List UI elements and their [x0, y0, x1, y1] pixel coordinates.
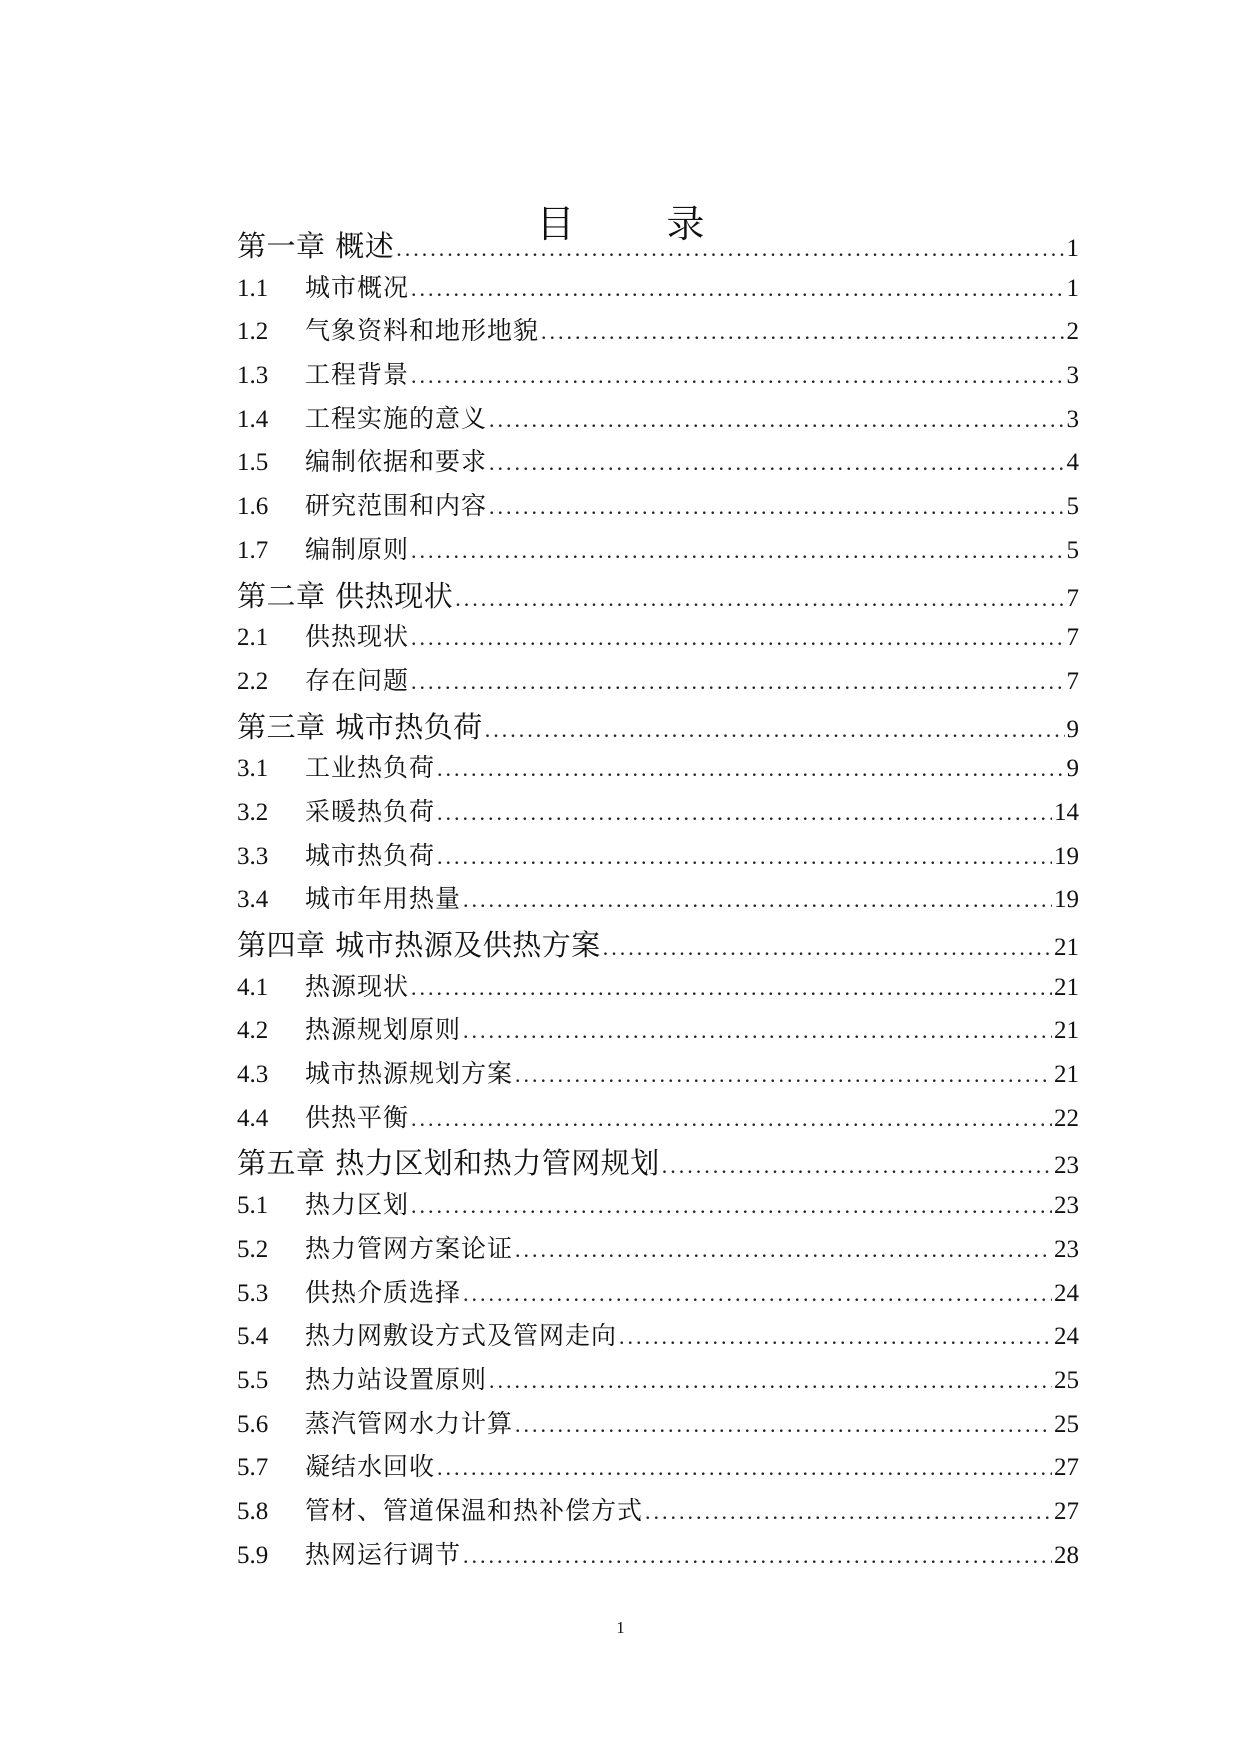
toc-entry-number: 1.7: [237, 536, 269, 564]
toc-entry-number: 2.1: [237, 624, 269, 652]
toc-section-entry[interactable]: [237, 617, 1079, 661]
dot-leader: [463, 887, 1052, 913]
toc-entry-label: 第五章 热力区划和热力管网规划: [237, 1146, 660, 1181]
dot-leader: [463, 1543, 1052, 1569]
dot-leader: [411, 975, 1052, 1001]
toc-entry-number: 5.5: [237, 1366, 269, 1394]
toc-entry-label: 凝结水回收: [305, 1452, 436, 1482]
toc-entry-label: 研究范围和内容: [305, 491, 488, 521]
dot-leader: [411, 1193, 1052, 1219]
toc-entry-number: 1.2: [237, 318, 269, 346]
toc-entry-label: 供热平衡: [305, 1102, 410, 1132]
toc-entry-number: 5.4: [237, 1323, 269, 1351]
dot-leader: [411, 363, 1064, 389]
toc-entry-label: 蒸汽管网水力计算: [305, 1408, 514, 1438]
dot-leader: [437, 756, 1064, 782]
toc-entry-label: 热力站设置原则: [305, 1364, 488, 1394]
table-of-contents: [237, 224, 1079, 1578]
toc-entry-page: 22: [1054, 1104, 1079, 1132]
toc-entry-page: 1: [1066, 235, 1079, 262]
dot-leader: [489, 450, 1064, 476]
dot-leader: [515, 1412, 1052, 1438]
toc-entry-page: 27: [1054, 1497, 1079, 1525]
toc-entry-number: 4.1: [237, 973, 269, 1001]
dot-leader: [463, 1018, 1052, 1044]
toc-section-entry[interactable]: [237, 355, 1079, 399]
dot-leader: [437, 800, 1052, 826]
dot-leader: [619, 1324, 1052, 1350]
toc-section-entry[interactable]: [237, 748, 1079, 792]
toc-entry-page: 2: [1066, 318, 1079, 346]
toc-entry-label: 热力管网方案论证: [305, 1233, 514, 1263]
dot-leader: [411, 276, 1064, 302]
toc-title-char-2: 录: [666, 202, 705, 247]
dot-leader: [411, 538, 1064, 564]
toc-entry-label: 热力区划: [305, 1190, 410, 1220]
toc-entry-number: 5.7: [237, 1454, 269, 1482]
toc-entry-label: 热力网敷设方式及管网走向: [305, 1321, 618, 1351]
toc-entry-label: 工程实施的意义: [305, 403, 488, 433]
toc-entry-page: 24: [1054, 1279, 1079, 1307]
toc-section-entry[interactable]: [237, 836, 1079, 880]
toc-section-entry[interactable]: [237, 1273, 1079, 1317]
toc-entry-label: 城市概况: [305, 272, 410, 302]
toc-entry-label: 第三章 城市热负荷: [237, 709, 483, 744]
dot-leader: [489, 407, 1064, 433]
toc-section-entry[interactable]: [237, 1535, 1079, 1579]
toc-entry-label: 存在问题: [305, 665, 410, 695]
toc-entry-page: 25: [1054, 1366, 1079, 1394]
toc-entry-label: 热源规划原则: [305, 1015, 462, 1045]
dot-leader: [662, 1153, 1052, 1179]
toc-section-entry[interactable]: [237, 1229, 1079, 1273]
toc-entry-page: 21: [1054, 934, 1079, 961]
toc-chapter-entry[interactable]: [237, 574, 1079, 618]
toc-entry-page: 7: [1066, 624, 1079, 652]
toc-section-entry[interactable]: [237, 1360, 1079, 1404]
toc-entry-label: 热源现状: [305, 971, 410, 1001]
toc-entry-page: 28: [1054, 1541, 1079, 1569]
toc-entry-label: 第四章 城市热源及供热方案: [237, 928, 601, 962]
dot-leader: [437, 844, 1052, 870]
toc-entry-label: 气象资料和地形地貌: [305, 316, 540, 346]
dot-leader: [455, 586, 1064, 612]
toc-section-entry[interactable]: [237, 1054, 1079, 1098]
toc-entry-page: 9: [1066, 755, 1079, 783]
toc-entry-label: 城市热源规划方案: [305, 1059, 514, 1089]
toc-entry-label: 城市年用热量: [305, 884, 462, 914]
toc-entry-page: 19: [1054, 886, 1079, 914]
toc-entry-page: 14: [1054, 798, 1079, 826]
toc-entry-number: 3.3: [237, 842, 269, 870]
toc-entry-number: 5.1: [237, 1192, 269, 1220]
toc-chapter-entry[interactable]: [237, 923, 1079, 967]
dot-leader: [396, 236, 1064, 262]
toc-entry-label: 第一章 概述: [237, 229, 395, 263]
toc-section-entry[interactable]: [237, 399, 1079, 443]
toc-section-entry[interactable]: [237, 1098, 1079, 1142]
toc-section-entry[interactable]: [237, 1185, 1079, 1229]
toc-section-entry[interactable]: [237, 967, 1079, 1011]
toc-entry-number: 5.6: [237, 1410, 269, 1438]
toc-chapter-entry[interactable]: [237, 705, 1079, 749]
toc-entry-number: 1.6: [237, 493, 269, 521]
toc-section-entry[interactable]: [237, 661, 1079, 705]
toc-entry-page: 19: [1054, 842, 1079, 870]
toc-entry-page: 21: [1054, 973, 1079, 1001]
toc-entry-label: 城市热负荷: [305, 840, 436, 870]
toc-section-entry[interactable]: [237, 1010, 1079, 1054]
toc-entry-page: 3: [1066, 362, 1079, 390]
toc-chapter-entry[interactable]: [237, 224, 1079, 268]
dot-leader: [489, 494, 1064, 520]
dot-leader: [645, 1499, 1052, 1525]
dot-leader: [411, 1106, 1052, 1132]
toc-entry-page: 23: [1054, 1192, 1079, 1220]
toc-entry-number: 1.5: [237, 449, 269, 477]
dot-leader: [515, 1237, 1052, 1263]
dot-leader: [485, 717, 1065, 743]
toc-section-entry[interactable]: [237, 879, 1079, 923]
toc-entry-label: 工业热负荷: [305, 753, 436, 783]
toc-chapter-entry[interactable]: [237, 1141, 1079, 1185]
toc-entry-page: 27: [1054, 1454, 1079, 1482]
toc-section-entry[interactable]: [237, 486, 1079, 530]
toc-entry-number: 4.4: [237, 1104, 269, 1132]
toc-entry-page: 7: [1066, 584, 1079, 612]
toc-entry-page: 1: [1066, 274, 1079, 302]
toc-entry-number: 1.3: [237, 362, 269, 390]
toc-section-entry[interactable]: [237, 1404, 1079, 1448]
toc-entry-number: 4.3: [237, 1061, 269, 1089]
toc-entry-label: 管材、管道保温和热补偿方式: [305, 1495, 644, 1525]
toc-section-entry[interactable]: [237, 311, 1079, 355]
toc-entry-page: 7: [1066, 667, 1079, 695]
toc-entry-number: 5.2: [237, 1235, 269, 1263]
dot-leader: [541, 319, 1064, 345]
toc-entry-label: 编制原则: [305, 534, 410, 564]
toc-section-entry[interactable]: [237, 1447, 1079, 1491]
toc-entry-number: 5.8: [237, 1497, 269, 1525]
dot-leader: [411, 625, 1064, 651]
dot-leader: [603, 935, 1052, 961]
toc-entry-page: 4: [1066, 449, 1079, 477]
toc-entry-label: 热网运行调节: [305, 1539, 462, 1569]
toc-entry-page: 5: [1066, 493, 1079, 521]
toc-entry-label: 工程背景: [305, 360, 410, 390]
toc-entry-number: 3.1: [237, 755, 269, 783]
toc-entry-page: 21: [1054, 1017, 1079, 1045]
toc-entry-page: 3: [1066, 405, 1079, 433]
toc-title-char-1: 目: [536, 202, 575, 247]
dot-leader: [489, 1368, 1052, 1394]
toc-section-entry[interactable]: [237, 268, 1079, 312]
toc-entry-page: 23: [1054, 1152, 1079, 1180]
toc-entry-number: 4.2: [237, 1017, 269, 1045]
toc-section-entry[interactable]: [237, 1491, 1079, 1535]
toc-section-entry[interactable]: [237, 1316, 1079, 1360]
toc-entry-number: 5.3: [237, 1279, 269, 1307]
toc-entry-number: 3.2: [237, 798, 269, 826]
toc-entry-page: 5: [1066, 536, 1079, 564]
toc-entry-label: 编制依据和要求: [305, 447, 488, 477]
toc-entry-page: 24: [1054, 1323, 1079, 1351]
toc-entry-label: 采暖热负荷: [305, 796, 436, 826]
toc-entry-number: 1.1: [237, 274, 269, 302]
toc-section-entry[interactable]: [237, 530, 1079, 574]
toc-entry-number: 3.4: [237, 886, 269, 914]
toc-entry-page: 9: [1066, 715, 1079, 743]
toc-section-entry[interactable]: [237, 442, 1079, 486]
toc-entry-page: 21: [1054, 1061, 1079, 1089]
toc-entry-page: 25: [1054, 1410, 1079, 1438]
toc-section-entry[interactable]: [237, 792, 1079, 836]
page-number: 1: [616, 1618, 625, 1637]
toc-entry-number: 5.9: [237, 1541, 269, 1569]
toc-entry-label: 第二章 供热现状: [237, 578, 454, 613]
toc-entry-label: 供热介质选择: [305, 1277, 462, 1307]
toc-entry-page: 23: [1054, 1235, 1079, 1263]
dot-leader: [411, 669, 1064, 695]
toc-entry-number: 1.4: [237, 405, 269, 433]
toc-entry-label: 供热现状: [305, 622, 410, 652]
toc-entry-number: 2.2: [237, 667, 269, 695]
dot-leader: [437, 1455, 1052, 1481]
dot-leader: [463, 1281, 1052, 1307]
dot-leader: [515, 1062, 1052, 1088]
